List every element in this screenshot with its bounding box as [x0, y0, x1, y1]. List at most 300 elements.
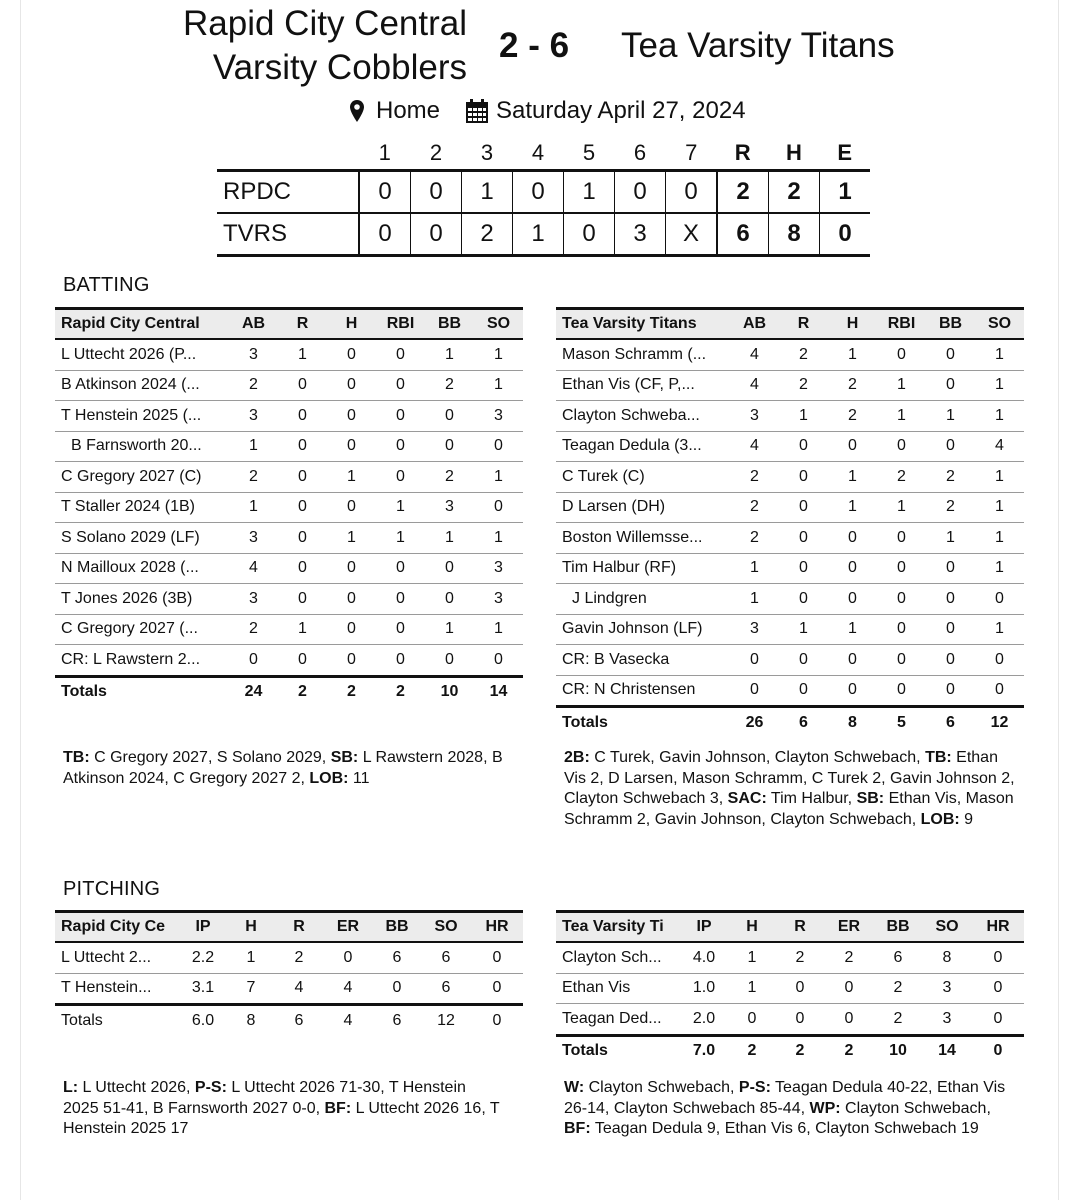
runs-total: 2: [717, 171, 769, 214]
totals-stat: 6: [799, 713, 808, 731]
inning-score: X: [666, 213, 718, 256]
totals-stat: 14: [938, 1042, 956, 1060]
inning-score: 0: [411, 213, 462, 256]
totals-row: [55, 1005, 523, 1036]
player-name: Ethan Vis: [562, 979, 631, 997]
inning-score: 0: [359, 171, 411, 214]
team-column-header: Tea Varsity Titans: [562, 315, 697, 332]
totals-row: [556, 1035, 1024, 1066]
player-stat: 1: [995, 467, 1004, 485]
player-stat: 0: [799, 498, 808, 516]
player-stat: 0: [995, 650, 1004, 668]
player-stat: 0: [799, 437, 808, 455]
player-stat: 2: [893, 1009, 903, 1027]
inning-score: 0: [564, 213, 615, 256]
player-stat: 0: [897, 620, 906, 638]
player-row: [55, 523, 523, 554]
player-name: B Farnsworth 20...: [71, 437, 202, 455]
player-stat: 0: [396, 650, 405, 668]
player-stat: 1: [396, 498, 405, 516]
player-stat: 0: [946, 559, 955, 577]
player-stat: 0: [897, 681, 906, 699]
player-stat: 3: [942, 1009, 952, 1027]
player-row: [556, 614, 1024, 645]
player-name: Clayton Schweba...: [562, 406, 700, 424]
player-stat: 0: [799, 467, 808, 485]
player-name: CR: B Vasecka: [562, 650, 670, 668]
player-stat: 3: [494, 559, 503, 577]
player-stat: 2: [946, 498, 955, 516]
player-name: L Uttecht 2...: [61, 948, 152, 966]
player-stat: 0: [897, 528, 906, 546]
player-stat: 1: [249, 437, 258, 455]
note-label: WP:: [809, 1099, 841, 1117]
note-text: Teagan Dedula 9, Ethan Vis 6, Clayton Schwebach 19: [590, 1120, 979, 1137]
player-stat: 0: [946, 589, 955, 607]
final-score: 2 - 6: [499, 26, 570, 65]
player-stat: 1: [347, 467, 356, 485]
player-stat: 0: [396, 589, 405, 607]
player-row: [556, 431, 1024, 462]
player-stat: 6: [441, 948, 451, 966]
totals-stat: 6.0: [191, 1011, 215, 1029]
player-stat: 1: [799, 620, 808, 638]
player-stat: 0: [897, 589, 906, 607]
hits-header: H: [786, 140, 802, 165]
totals-label: Totals: [562, 1042, 608, 1060]
runs-total: 6: [717, 213, 769, 256]
stat-column-header: IP: [195, 918, 211, 935]
inning-6-header: 6: [633, 140, 647, 165]
away-batting-table: [556, 307, 1024, 738]
game-meta: [346, 96, 746, 126]
stat-column-header: IP: [696, 918, 712, 935]
inning-1-header: 1: [378, 140, 391, 165]
player-stat: 2: [249, 620, 258, 638]
stats-header-row: [55, 912, 523, 943]
player-stat: 6: [441, 979, 451, 997]
player-stat: 3: [249, 589, 258, 607]
player-stat: 2: [799, 376, 808, 394]
totals-stat: 6: [946, 713, 955, 731]
player-stat: 2.2: [191, 948, 215, 966]
player-name: Teagan Dedula (3...: [562, 437, 702, 455]
stat-column-header: AB: [742, 315, 767, 332]
player-stat: 1: [946, 406, 955, 424]
player-stat: 0: [298, 559, 307, 577]
player-name: T Jones 2026 (3B): [61, 589, 193, 607]
player-name: S Solano 2029 (LF): [61, 528, 200, 546]
totals-stat: 7.0: [692, 1042, 716, 1060]
player-stat: 1: [445, 528, 454, 546]
inning-score: 3: [615, 213, 666, 256]
home-team-line2: Varsity Cobblers: [212, 48, 467, 87]
note-text: C Turek, Gavin Johnson, Clayton Schwebach,: [589, 749, 926, 766]
inning-score: 0: [666, 171, 718, 214]
note-text: 9: [959, 810, 974, 828]
player-stat: 3: [494, 589, 503, 607]
player-stat: 3: [249, 345, 258, 363]
inning-score: 1: [513, 213, 564, 256]
stat-column-header: H: [245, 918, 257, 935]
player-stat: 2: [249, 376, 258, 394]
player-stat: 0: [799, 528, 808, 546]
totals-stat: 14: [489, 683, 508, 701]
player-row: [55, 339, 523, 370]
player-row: [55, 973, 523, 1005]
player-row: [556, 1004, 1024, 1036]
player-stat: 0: [492, 979, 502, 997]
player-stat: 0: [298, 406, 307, 424]
player-stat: 0: [946, 620, 955, 638]
player-stat: 0: [347, 437, 356, 455]
player-row: [556, 339, 1024, 370]
player-stat: 0: [396, 559, 405, 577]
game-location: Home: [376, 97, 441, 124]
player-stat: 3.1: [191, 979, 215, 997]
player-stat: 2: [445, 467, 454, 485]
player-stat: 4: [343, 979, 353, 997]
player-stat: 0: [750, 681, 759, 699]
player-stat: 0: [897, 559, 906, 577]
player-stat: 0: [848, 528, 857, 546]
player-stat: 3: [445, 498, 454, 516]
batting-section-title: BATTING: [63, 274, 150, 296]
player-stat: 0: [445, 650, 454, 668]
player-stat: 0: [844, 979, 854, 997]
player-stat: 7: [246, 979, 256, 997]
totals-stat: 0: [492, 1011, 502, 1029]
note-label: L:: [63, 1079, 79, 1096]
team-column-header: Rapid City Ce: [61, 918, 166, 935]
stat-column-header: SO: [486, 315, 511, 332]
player-row: [55, 401, 523, 432]
player-stat: 3: [249, 406, 258, 424]
player-stat: 1: [494, 620, 503, 638]
note-label: TB:: [63, 749, 90, 766]
stat-column-header: AB: [241, 315, 266, 332]
player-stat: 0: [946, 345, 955, 363]
player-stat: 1: [848, 498, 857, 516]
player-stat: 1: [897, 498, 906, 516]
player-stat: 0: [494, 498, 503, 516]
player-row: [55, 942, 523, 973]
line-score-header: [217, 137, 870, 171]
player-stat: 0: [298, 589, 307, 607]
note-text: Clayton Schwebach,: [840, 1099, 991, 1117]
player-stat: 0: [750, 650, 759, 668]
player-stat: 1: [848, 467, 857, 485]
team-column-header: Tea Varsity Ti: [562, 918, 664, 935]
player-row: [556, 645, 1024, 676]
player-stat: 1: [995, 376, 1004, 394]
player-stat: 0: [799, 681, 808, 699]
player-stat: 1.0: [692, 979, 716, 997]
player-stat: 4.0: [692, 948, 716, 966]
player-stat: 2: [294, 948, 304, 966]
player-stat: 1: [750, 559, 759, 577]
player-stat: 4: [750, 437, 759, 455]
stat-column-header: BB: [886, 918, 910, 935]
player-name: D Larsen (DH): [562, 498, 666, 516]
note-label: SB:: [856, 790, 885, 807]
stat-column-header: ER: [336, 918, 360, 935]
errors-total: 1: [838, 178, 852, 205]
player-stat: 0: [396, 406, 405, 424]
inning-score: 0: [615, 171, 666, 214]
player-stat: 0: [844, 1009, 854, 1027]
stat-column-header: BB: [938, 315, 963, 332]
player-name: CR: N Christensen: [562, 681, 696, 699]
note-text: L Uttecht 2026,: [78, 1079, 195, 1096]
player-stat: 0: [347, 498, 356, 516]
player-stat: 0: [249, 650, 258, 668]
note-label: P-S:: [738, 1079, 771, 1096]
player-stat: 1: [298, 345, 307, 363]
player-stat: 0: [298, 650, 307, 668]
inning-score: 1: [462, 171, 513, 214]
note-label: TB:: [925, 749, 952, 766]
player-stat: 3: [750, 620, 759, 638]
player-stat: 0: [993, 979, 1003, 997]
home-batting-table: [55, 307, 523, 707]
note-text: L Uttecht 2026 71-30, T Henstein 2025 51-41, B Farnsworth 2027 0-0,: [63, 1079, 466, 1117]
note-label: BF:: [324, 1099, 352, 1117]
player-stat: 4: [750, 376, 759, 394]
player-stat: 4: [750, 345, 759, 363]
line-score-team: RPDC: [217, 171, 359, 214]
player-stat: 4: [995, 437, 1004, 455]
player-row: [556, 370, 1024, 401]
player-name: C Gregory 2027 (...: [61, 620, 198, 638]
player-stat: 1: [750, 589, 759, 607]
player-stat: 3: [249, 528, 258, 546]
player-stat: 1: [445, 620, 454, 638]
stat-column-header: R: [794, 918, 806, 935]
inning-score: 0: [411, 171, 462, 214]
player-name: T Staller 2024 (1B): [61, 498, 195, 516]
player-stat: 0: [848, 650, 857, 668]
player-stat: 2: [750, 498, 759, 516]
stat-column-header: RBI: [386, 315, 415, 332]
player-stat: 0: [799, 589, 808, 607]
player-stat: 0: [298, 528, 307, 546]
player-stat: 4: [294, 979, 304, 997]
player-row: [55, 431, 523, 462]
player-stat: 1: [494, 376, 503, 394]
note-label: W:: [564, 1079, 585, 1096]
note-label: SB:: [330, 749, 359, 766]
totals-label: Totals: [562, 713, 608, 731]
player-stat: 1: [995, 528, 1004, 546]
player-stat: 0: [347, 559, 356, 577]
totals-row: [55, 676, 523, 707]
player-stat: 0: [494, 437, 503, 455]
note-text: Ethan Vis, Mason Schramm 2, Gavin Johnson, Clayton Schwebach,: [564, 790, 1014, 828]
player-stat: 0: [347, 650, 356, 668]
player-name: Clayton Sch...: [562, 948, 662, 966]
note-text: C Gregory 2027, S Solano 2029,: [89, 749, 331, 766]
player-name: Teagan Ded...: [562, 1009, 662, 1027]
player-stat: 1: [747, 979, 757, 997]
player-stat: 3: [494, 406, 503, 424]
away-pitching-table: [556, 910, 1024, 1066]
team-column-header: Rapid City Central: [61, 315, 200, 332]
totals-stat: 10: [440, 683, 459, 701]
player-name: T Henstein 2025 (...: [61, 406, 202, 424]
inning-score: 2: [462, 213, 513, 256]
game-date: Saturday April 27, 2024: [496, 97, 746, 124]
player-stat: 2: [249, 467, 258, 485]
inning-4-header: 4: [531, 140, 545, 165]
player-stat: 1: [995, 406, 1004, 424]
player-row: [556, 942, 1024, 973]
runs-header: R: [734, 140, 751, 165]
player-row: [556, 523, 1024, 554]
inning-5-header: 5: [582, 140, 596, 165]
player-stat: 0: [298, 376, 307, 394]
note-text: Ethan Vis 2, D Larsen, Mason Schramm, C Turek 2, Gavin Johnson 2, Clayton Schwebach 3,: [564, 749, 1015, 807]
totals-stat: 10: [889, 1042, 907, 1060]
player-stat: 0: [995, 681, 1004, 699]
player-stat: 1: [799, 406, 808, 424]
player-row: [55, 614, 523, 645]
note-label: BF:: [564, 1120, 591, 1137]
player-name: Boston Willemsse...: [562, 528, 703, 546]
player-stat: 0: [445, 437, 454, 455]
player-stat: 0: [347, 376, 356, 394]
note-label: 2B:: [564, 749, 590, 766]
player-name: Gavin Johnson (LF): [562, 620, 703, 638]
stat-column-header: SO: [935, 918, 959, 935]
player-stat: 1: [995, 559, 1004, 577]
player-stat: 0: [946, 681, 955, 699]
player-stat: 2: [897, 467, 906, 485]
totals-stat: 6: [392, 1011, 402, 1029]
player-stat: 0: [848, 559, 857, 577]
player-row: [556, 553, 1024, 584]
player-row: [55, 462, 523, 493]
stat-column-header: H: [746, 918, 758, 935]
stat-column-header: R: [797, 315, 810, 332]
totals-stat: 12: [437, 1011, 455, 1029]
note-label: LOB:: [309, 769, 349, 787]
player-stat: 4: [249, 559, 258, 577]
totals-stat: 5: [897, 713, 906, 731]
totals-stat: 2: [347, 683, 356, 701]
player-row: [556, 462, 1024, 493]
player-stat: 0: [347, 589, 356, 607]
player-stat: 0: [298, 498, 307, 516]
stat-column-header: R: [293, 918, 305, 935]
player-stat: 1: [246, 948, 256, 966]
player-name: Mason Schramm (...: [562, 345, 707, 363]
stat-column-header: SO: [434, 918, 458, 935]
player-row: [55, 370, 523, 401]
home-team-name: [171, 2, 467, 90]
stats-header-row: [55, 309, 523, 340]
player-stat: 1: [848, 345, 857, 363]
stat-column-header: HR: [485, 918, 509, 935]
player-stat: 0: [343, 948, 353, 966]
note-text: Teagan Dedula 40-22, Ethan Vis 26-14, Clayton Schwebach 85-44,: [564, 1079, 1006, 1117]
player-stat: 1: [995, 345, 1004, 363]
line-score-table: [217, 137, 870, 257]
line-score-row: [217, 171, 870, 214]
player-stat: 1: [494, 345, 503, 363]
errors-header: E: [837, 140, 853, 165]
player-stat: 0: [897, 437, 906, 455]
totals-label: Totals: [61, 683, 107, 701]
inning-score: 0: [359, 213, 411, 256]
player-name: L Uttecht 2026 (P...: [61, 345, 197, 363]
player-stat: 0: [795, 979, 805, 997]
home-pitching-table: [55, 910, 523, 1036]
stat-column-header: H: [846, 315, 859, 332]
player-stat: 0: [747, 1009, 757, 1027]
totals-label: Totals: [61, 1011, 103, 1029]
player-stat: 2: [946, 467, 955, 485]
player-stat: 1: [396, 528, 405, 546]
player-stat: 0: [799, 650, 808, 668]
inning-score: 0: [513, 171, 564, 214]
player-stat: 0: [897, 345, 906, 363]
player-row: [55, 584, 523, 615]
player-stat: 1: [995, 620, 1004, 638]
player-row: [556, 401, 1024, 432]
player-stat: 0: [848, 437, 857, 455]
stats-header-row: [556, 912, 1024, 943]
player-name: N Mailloux 2028 (...: [61, 559, 199, 577]
player-stat: 0: [946, 650, 955, 668]
player-row: [55, 645, 523, 677]
player-stat: 0: [795, 1009, 805, 1027]
player-stat: 1: [298, 620, 307, 638]
player-stat: 0: [347, 345, 356, 363]
totals-stat: 8: [848, 713, 857, 731]
player-row: [556, 973, 1024, 1004]
totals-stat: 6: [294, 1011, 304, 1029]
player-stat: 1: [249, 498, 258, 516]
away-pitching-notes: [564, 1078, 1016, 1140]
player-row: [55, 553, 523, 584]
player-stat: 0: [995, 589, 1004, 607]
totals-stat: 2: [747, 1042, 757, 1060]
player-stat: 6: [893, 948, 903, 966]
totals-stat: 2: [795, 1042, 805, 1060]
note-label: SAC:: [727, 790, 767, 807]
player-stat: 2: [848, 406, 857, 424]
player-stat: 0: [298, 467, 307, 485]
line-score-row: [217, 213, 870, 256]
player-stat: 0: [347, 406, 356, 424]
player-stat: 0: [799, 559, 808, 577]
player-row: [556, 584, 1024, 615]
player-stat: 0: [993, 948, 1003, 966]
player-stat: 0: [396, 467, 405, 485]
totals-stat: 4: [343, 1011, 353, 1029]
player-name: C Gregory 2027 (C): [61, 467, 202, 485]
player-row: [556, 492, 1024, 523]
player-name: J Lindgren: [572, 589, 647, 607]
player-stat: 0: [445, 559, 454, 577]
player-stat: 2: [799, 345, 808, 363]
totals-stat: 2: [396, 683, 405, 701]
player-name: T Henstein...: [61, 979, 152, 997]
totals-stat: 24: [244, 683, 263, 701]
inning-7-header: 7: [685, 140, 698, 165]
hits-total: 2: [769, 171, 820, 214]
